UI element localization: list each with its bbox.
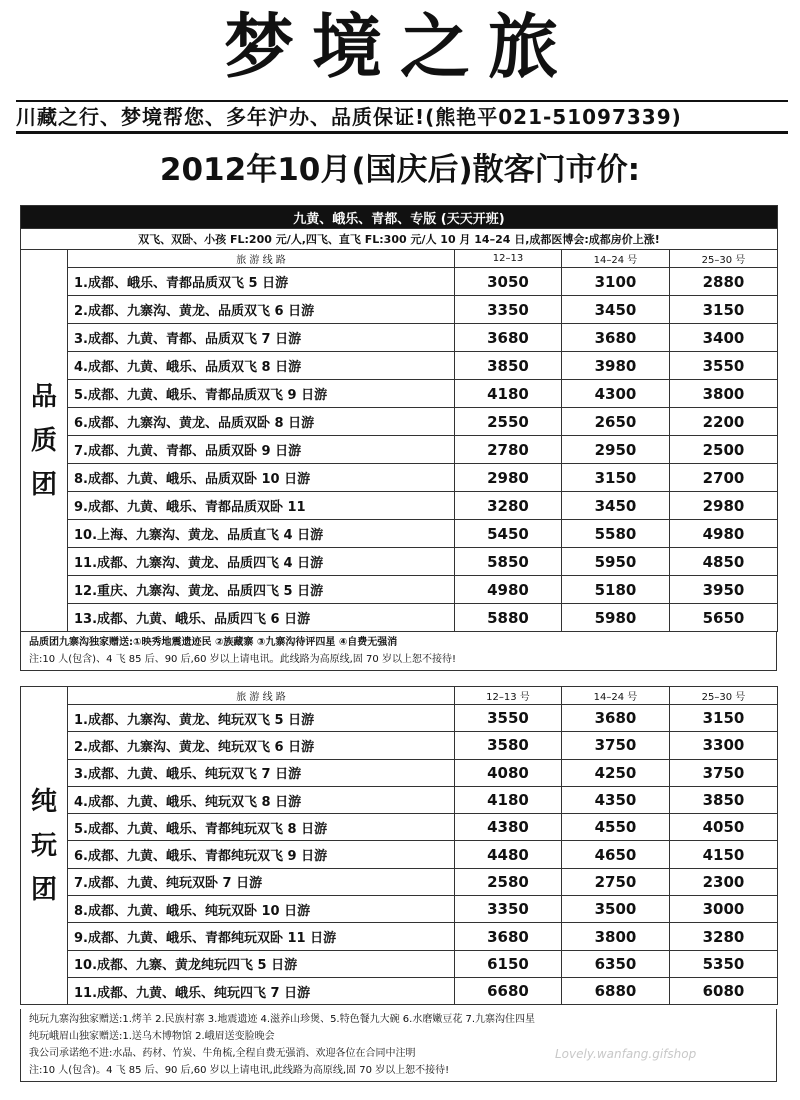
route-name: 7.成都、九黄、纯玩双卧 7 日游 bbox=[68, 868, 455, 895]
price: 3500 bbox=[562, 896, 670, 923]
price: 4180 bbox=[455, 380, 562, 408]
price: 3850 bbox=[455, 352, 562, 380]
price: 3450 bbox=[562, 296, 670, 324]
price: 2550 bbox=[455, 408, 562, 436]
route-name: 5.成都、九黄、峨乐、青都品质双飞 9 日游 bbox=[68, 380, 455, 408]
price-headline: 2012年10月(国庆后)散客门市价: bbox=[159, 152, 641, 188]
quality-group-label: 品 质 团 bbox=[21, 250, 68, 632]
pure-group-label: 纯 玩 团 bbox=[21, 687, 68, 1005]
price: 4250 bbox=[562, 759, 670, 786]
pure-price-table bbox=[20, 686, 778, 1005]
price: 3450 bbox=[562, 492, 670, 520]
pure-notes bbox=[20, 1009, 777, 1082]
route-name: 11.成都、九黄、峨乐、纯玩四飞 7 日游 bbox=[68, 977, 455, 1004]
table-row bbox=[21, 604, 778, 632]
price: 4850 bbox=[670, 548, 778, 576]
table-row bbox=[21, 841, 778, 868]
price: 3150 bbox=[670, 705, 778, 732]
table-header-row bbox=[21, 250, 778, 268]
price: 3350 bbox=[455, 896, 562, 923]
price: 3680 bbox=[455, 324, 562, 352]
route-name: 10.上海、九寨沟、黄龙、品质直飞 4 日游 bbox=[68, 520, 455, 548]
price: 2950 bbox=[562, 436, 670, 464]
price: 2500 bbox=[670, 436, 778, 464]
price: 3680 bbox=[562, 705, 670, 732]
price: 3680 bbox=[562, 324, 670, 352]
price: 3800 bbox=[562, 923, 670, 950]
table-row bbox=[21, 977, 778, 1004]
table-row bbox=[21, 520, 778, 548]
price: 2750 bbox=[562, 868, 670, 895]
table-row bbox=[21, 436, 778, 464]
price: 5650 bbox=[670, 604, 778, 632]
route-name: 2.成都、九寨沟、黄龙、品质双飞 6 日游 bbox=[68, 296, 455, 324]
price: 2580 bbox=[455, 868, 562, 895]
price: 4050 bbox=[670, 814, 778, 841]
price: 5880 bbox=[455, 604, 562, 632]
table-row bbox=[21, 464, 778, 492]
col-header-date-1: 12–13 bbox=[455, 250, 562, 268]
table-row bbox=[21, 786, 778, 813]
table-row bbox=[21, 923, 778, 950]
watermark: Lovely.wanfang.gifshop bbox=[555, 1047, 697, 1061]
price: 3800 bbox=[670, 380, 778, 408]
col-header-date-2: 14–24 号 bbox=[562, 687, 670, 705]
col-header-date-1: 12–13 号 bbox=[455, 687, 562, 705]
price: 6080 bbox=[670, 977, 778, 1004]
price: 3000 bbox=[670, 896, 778, 923]
price: 4980 bbox=[455, 576, 562, 604]
price: 4480 bbox=[455, 841, 562, 868]
price: 3100 bbox=[562, 268, 670, 296]
route-name: 13.成都、九黄、峨乐、品质四飞 6 日游 bbox=[68, 604, 455, 632]
route-name: 8.成都、九黄、峨乐、纯玩双卧 10 日游 bbox=[68, 896, 455, 923]
price: 2650 bbox=[562, 408, 670, 436]
route-name: 7.成都、九黄、青都、品质双卧 9 日游 bbox=[68, 436, 455, 464]
price: 2700 bbox=[670, 464, 778, 492]
price: 6350 bbox=[562, 950, 670, 977]
table-row bbox=[21, 759, 778, 786]
table-row bbox=[21, 896, 778, 923]
price: 3750 bbox=[670, 759, 778, 786]
price: 4980 bbox=[670, 520, 778, 548]
route-name: 2.成都、九寨沟、黄龙、纯玩双飞 6 日游 bbox=[68, 732, 455, 759]
route-name: 4.成都、九黄、峨乐、品质双飞 8 日游 bbox=[68, 352, 455, 380]
price: 2980 bbox=[455, 464, 562, 492]
table-header-row bbox=[21, 687, 778, 705]
route-name: 12.重庆、九寨沟、黄龙、品质四飞 5 日游 bbox=[68, 576, 455, 604]
col-header-date-3: 25–30 号 bbox=[670, 687, 778, 705]
price: 4550 bbox=[562, 814, 670, 841]
price: 5950 bbox=[562, 548, 670, 576]
route-name: 5.成都、九黄、峨乐、青都纯玩双飞 8 日游 bbox=[68, 814, 455, 841]
price: 5850 bbox=[455, 548, 562, 576]
pure-emei-gift-note: 纯玩峨眉山独家赠送:1.送乌木博物馆 2.峨眉送变脸晚会 bbox=[29, 1031, 275, 1042]
price: 3850 bbox=[670, 786, 778, 813]
price: 3550 bbox=[670, 352, 778, 380]
route-name: 3.成都、九黄、峨乐、纯玩双飞 7 日游 bbox=[68, 759, 455, 786]
price: 5980 bbox=[562, 604, 670, 632]
table-row bbox=[21, 492, 778, 520]
table-row bbox=[21, 352, 778, 380]
pricing-notice: 双飞、双卧、小孩 FL:200 元/人,四飞、直飞 FL:300 元/人 10 月 14–24 日,成都医博会:成都房价上涨! bbox=[21, 229, 778, 250]
table-row bbox=[21, 380, 778, 408]
route-banner: 九黄、峨乐、青都、专版 (天天开班) bbox=[21, 206, 778, 229]
shopping-promise-note: 我公司承诺绝不进:水晶、药材、竹炭、牛角梳,全程自费无强消、欢迎各位在合同中注明 bbox=[29, 1048, 416, 1059]
price: 4150 bbox=[670, 841, 778, 868]
route-name: 1.成都、峨乐、青都品质双飞 5 日游 bbox=[68, 268, 455, 296]
route-name: 8.成都、九黄、峨乐、品质双卧 10 日游 bbox=[68, 464, 455, 492]
route-name: 4.成都、九黄、峨乐、纯玩双飞 8 日游 bbox=[68, 786, 455, 813]
quality-age-note: 注:10 人(包含)、4 飞 85 后、90 后,60 岁以上请电讯。此线路为高原线,固 70 岁以上恕不接待! bbox=[29, 654, 456, 665]
price: 4350 bbox=[562, 786, 670, 813]
table-row bbox=[21, 705, 778, 732]
price: 5450 bbox=[455, 520, 562, 548]
price: 2780 bbox=[455, 436, 562, 464]
price: 3550 bbox=[455, 705, 562, 732]
route-name: 9.成都、九黄、峨乐、青都纯玩双卧 11 日游 bbox=[68, 923, 455, 950]
table-row bbox=[21, 868, 778, 895]
table-row bbox=[21, 950, 778, 977]
quality-gift-note: 品质团九寨沟独家赠送:①映秀地震遗迹民 ②族藏寨 ③九寨沟待评四星 ④自费无强消 bbox=[29, 637, 398, 648]
table-row bbox=[21, 408, 778, 436]
price: 3280 bbox=[670, 923, 778, 950]
quality-price-table bbox=[20, 205, 778, 632]
price: 6880 bbox=[562, 977, 670, 1004]
price: 3980 bbox=[562, 352, 670, 380]
price: 2880 bbox=[670, 268, 778, 296]
price: 3580 bbox=[455, 732, 562, 759]
price: 3680 bbox=[455, 923, 562, 950]
price: 2200 bbox=[670, 408, 778, 436]
price: 5350 bbox=[670, 950, 778, 977]
col-header-date-2: 14–24 号 bbox=[562, 250, 670, 268]
table-row bbox=[21, 268, 778, 296]
col-header-route: 旅 游 线 路 bbox=[68, 250, 455, 268]
table-row bbox=[21, 324, 778, 352]
price: 5180 bbox=[562, 576, 670, 604]
table-row bbox=[21, 814, 778, 841]
pure-age-note: 注:10 人(包含)。4 飞 85 后、90 后,60 岁以上请电讯,此线路为高原线,固 70 岁以上恕不接待! bbox=[29, 1065, 450, 1076]
price: 3750 bbox=[562, 732, 670, 759]
table-row bbox=[21, 732, 778, 759]
price: 2300 bbox=[670, 868, 778, 895]
table-row bbox=[21, 548, 778, 576]
price: 3400 bbox=[670, 324, 778, 352]
price: 4380 bbox=[455, 814, 562, 841]
page-title: 梦境之旅 bbox=[224, 5, 576, 88]
price: 3150 bbox=[562, 464, 670, 492]
route-name: 6.成都、九寨沟、黄龙、品质双卧 8 日游 bbox=[68, 408, 455, 436]
table-row bbox=[21, 296, 778, 324]
route-name: 1.成都、九寨沟、黄龙、纯玩双飞 5 日游 bbox=[68, 705, 455, 732]
price: 3150 bbox=[670, 296, 778, 324]
price: 3280 bbox=[455, 492, 562, 520]
price: 4080 bbox=[455, 759, 562, 786]
price: 3050 bbox=[455, 268, 562, 296]
route-name: 9.成都、九黄、峨乐、青都品质双卧 11 bbox=[68, 492, 455, 520]
route-name: 10.成都、九寨、黄龙纯玩四飞 5 日游 bbox=[68, 950, 455, 977]
route-name: 6.成都、九黄、峨乐、青都纯玩双飞 9 日游 bbox=[68, 841, 455, 868]
quality-notes bbox=[20, 632, 777, 671]
col-header-route: 旅 游 线 路 bbox=[68, 687, 455, 705]
price: 4650 bbox=[562, 841, 670, 868]
price: 4180 bbox=[455, 786, 562, 813]
slogan-bar: 川藏之行、梦境帮您、多年沪办、品质保证!(熊艳平021-51097339) bbox=[16, 100, 788, 134]
pure-jiuzhai-gift-note: 纯玩九寨沟独家赠送:1.烤羊 2.民族村寨 3.地震遗迹 4.滋养山珍煲、5.特色餐九大碗 6.水磨嫩豆花 7.九寨沟住四星 bbox=[29, 1014, 536, 1025]
price: 2980 bbox=[670, 492, 778, 520]
price: 3300 bbox=[670, 732, 778, 759]
price: 3350 bbox=[455, 296, 562, 324]
col-header-date-3: 25–30 号 bbox=[670, 250, 778, 268]
price: 4300 bbox=[562, 380, 670, 408]
price: 3950 bbox=[670, 576, 778, 604]
price: 5580 bbox=[562, 520, 670, 548]
route-name: 3.成都、九黄、青都、品质双飞 7 日游 bbox=[68, 324, 455, 352]
price: 6680 bbox=[455, 977, 562, 1004]
table-row bbox=[21, 576, 778, 604]
price: 6150 bbox=[455, 950, 562, 977]
route-name: 11.成都、九寨沟、黄龙、品质四飞 4 日游 bbox=[68, 548, 455, 576]
